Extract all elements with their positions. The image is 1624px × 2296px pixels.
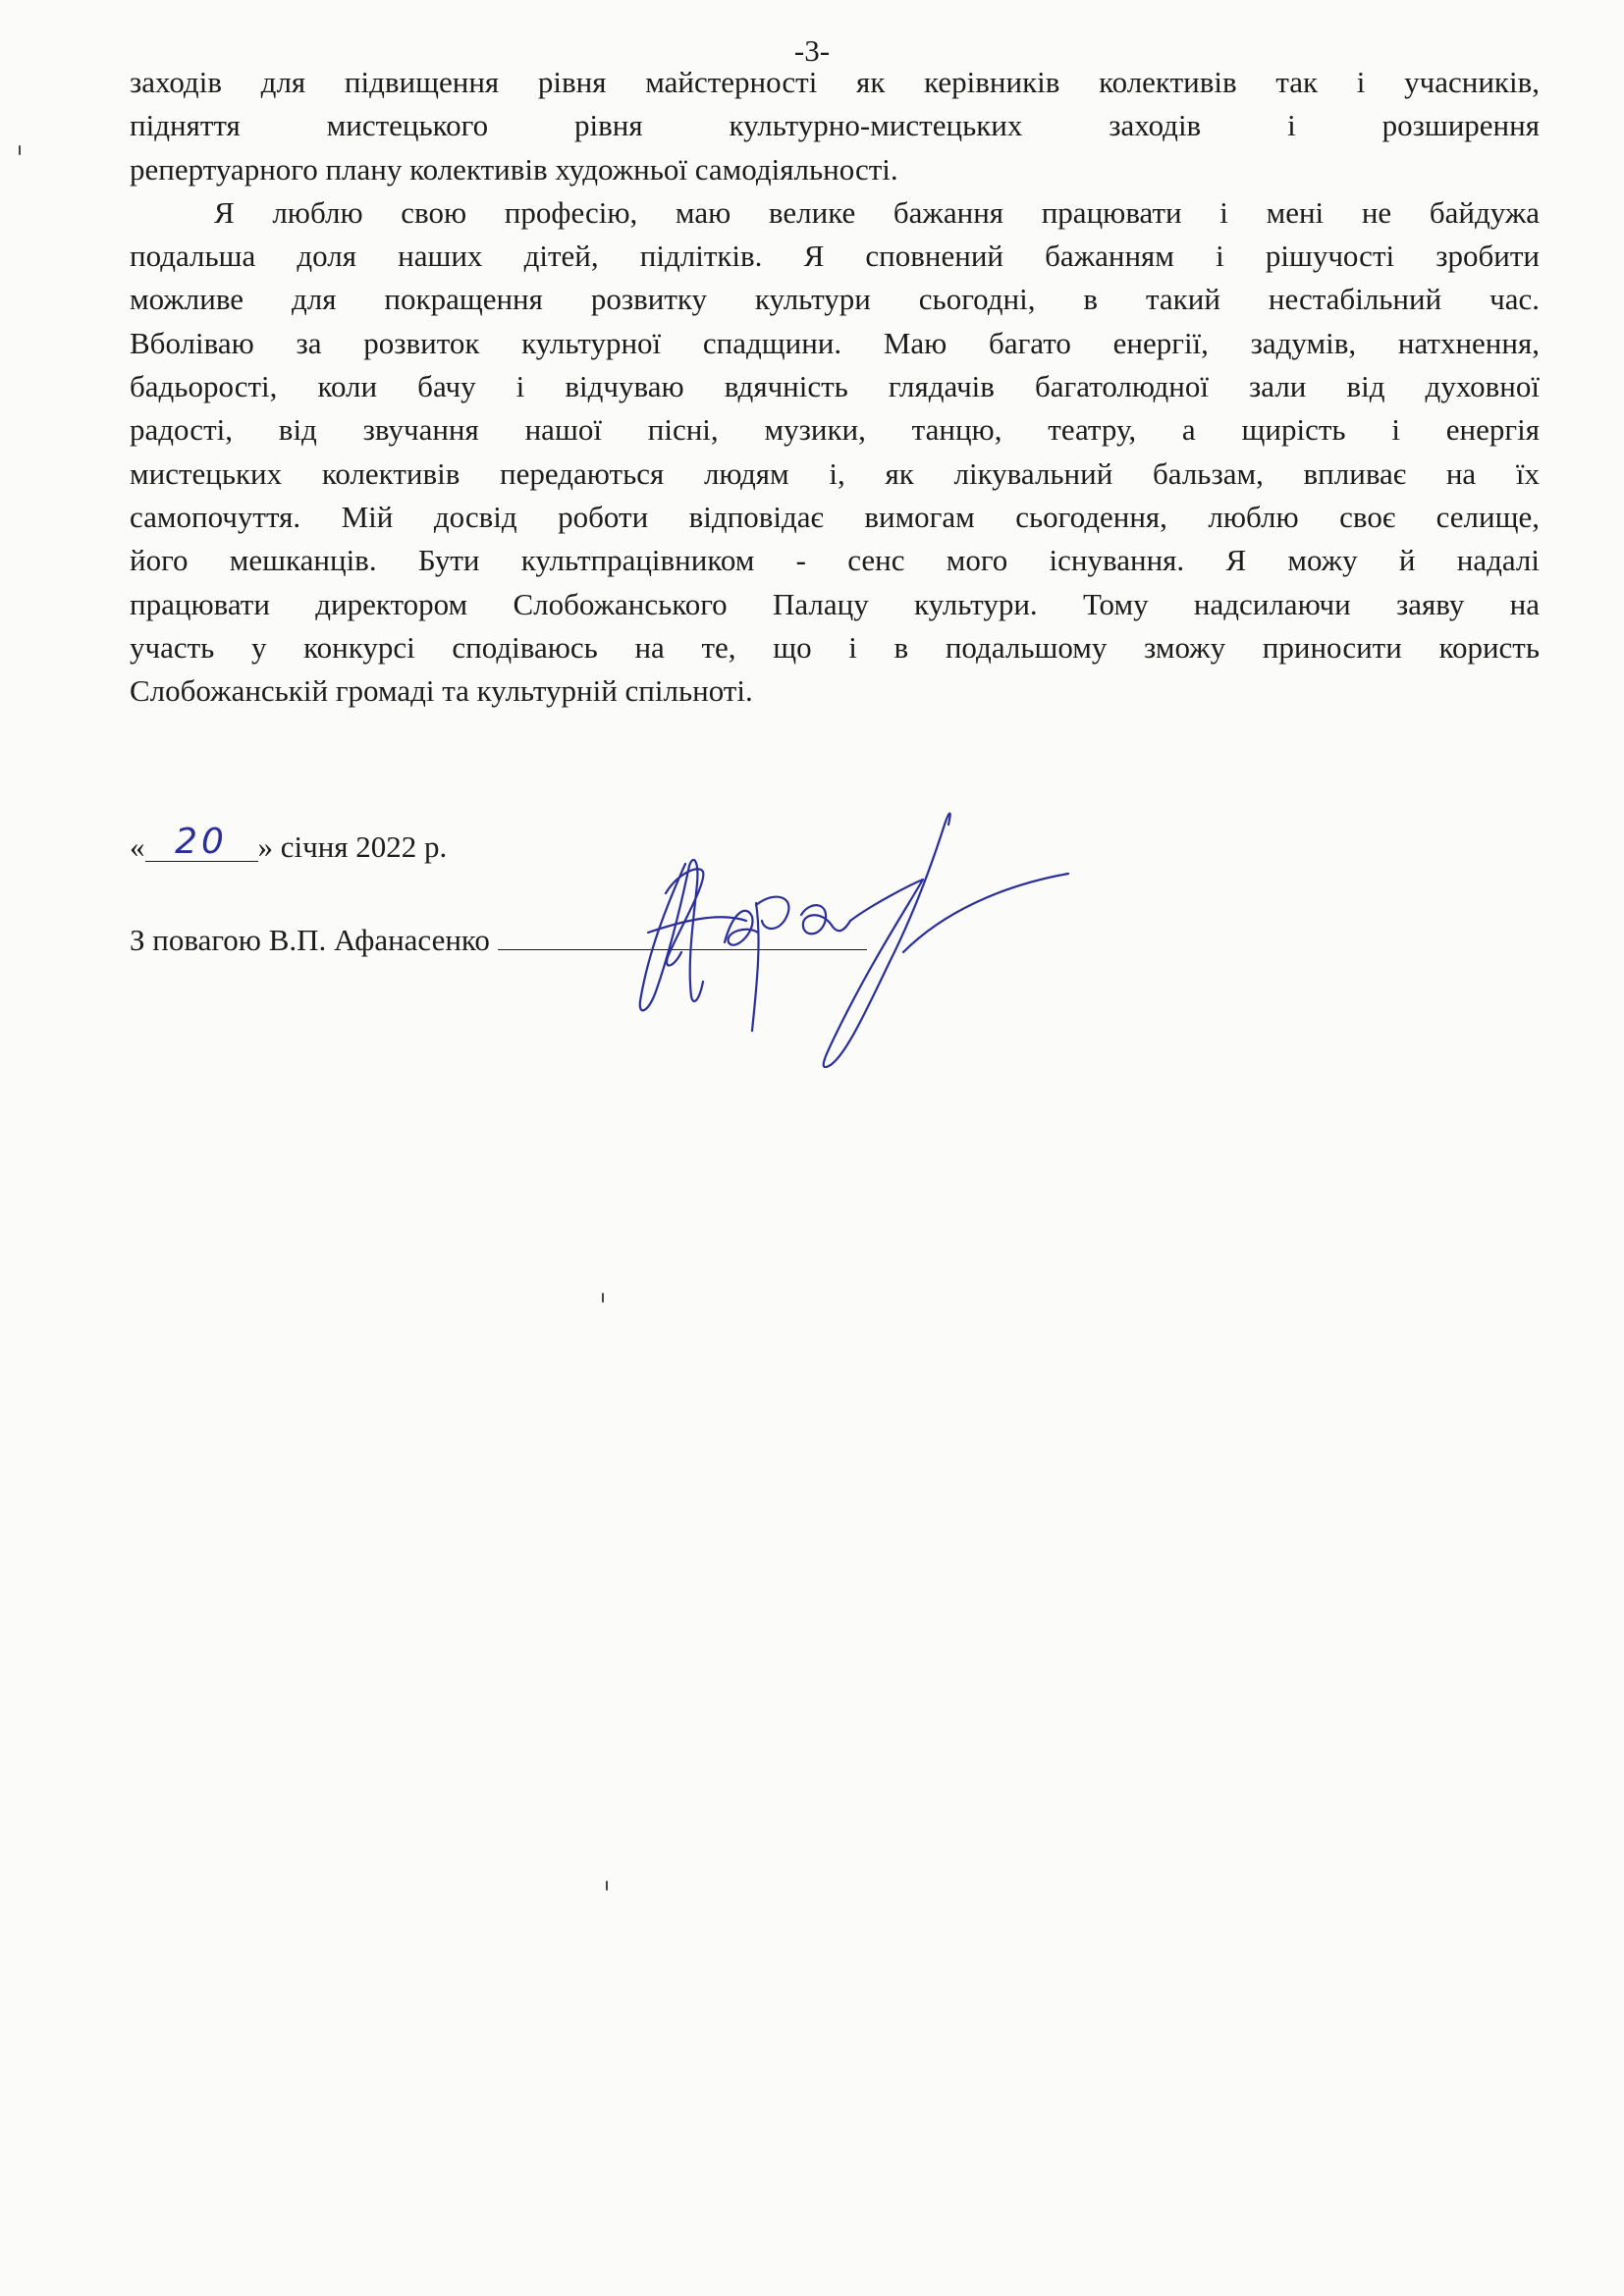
text-line: мистецьких колективів передаються людям і, як лікувальний бальзам, впливає на їх xyxy=(130,455,1540,491)
letter-body xyxy=(130,61,1540,713)
text-line: працювати директором Слобожанського Палацу культури. Тому надсилаючи заяву на xyxy=(130,586,1540,621)
date-month-year: січня 2022 р. xyxy=(273,829,448,864)
text-line: його мешканців. Бути культпрацівником - сенс мого існування. Я можу й надалі xyxy=(130,543,1540,578)
text-line: подальша доля наших дітей, підлітків. Я сповнений бажанням і рішучості зробити xyxy=(130,239,1540,274)
text-line: Слобожанській громаді та культурній спільноті. xyxy=(130,673,753,709)
paragraph-2 xyxy=(130,191,1540,714)
text-line: Вболіваю за розвиток культурної спадщини. Маю багато енергії, задумів, натхнення, xyxy=(130,325,1540,360)
scan-speck xyxy=(19,145,21,155)
date-open-quote: « xyxy=(130,829,145,864)
scan-speck xyxy=(602,1293,604,1303)
text-line: бадьорості, коли бачу і відчуваю вдячність глядачів багатолюдної зали від духовної xyxy=(130,369,1540,404)
text-line: можливе для покращення розвитку культури сьогодні, в такий нестабільний час. xyxy=(130,282,1540,317)
date-close-quote: » xyxy=(257,829,273,864)
closing-text: З повагою В.П. Афанасенко xyxy=(130,923,490,957)
text-line: Я люблю свою професію, маю велике бажання працювати і мені не байдужа xyxy=(214,194,1540,230)
text-line: радості, від звучання нашої пісні, музики, танцю, театру, а щирість і енергія xyxy=(130,412,1540,448)
text-line: підняття мистецького рівня культурно-мистецьких заходів і розширення xyxy=(130,108,1540,143)
text-line: репертуарного плану колективів художньої самодіяльності. xyxy=(130,151,898,187)
scan-speck xyxy=(606,1881,608,1891)
date-day-value: 20 xyxy=(175,822,228,862)
date-day-handwritten xyxy=(145,822,258,862)
page-number: -3- xyxy=(793,33,831,68)
text-line: участь у конкурсі сподіваюсь на те, що і в подальшому зможу приносити користь xyxy=(130,629,1540,665)
paragraph-1 xyxy=(130,61,1540,191)
text-line: самопочуття. Мій досвід роботи відповідає вимогам сьогодення, люблю своє селище, xyxy=(130,499,1540,534)
text-line: заходів для підвищення рівня майстерності як керівників колективів так і учасників, xyxy=(130,65,1540,99)
handwritten-signature xyxy=(609,795,1070,1080)
date-line xyxy=(130,822,448,865)
